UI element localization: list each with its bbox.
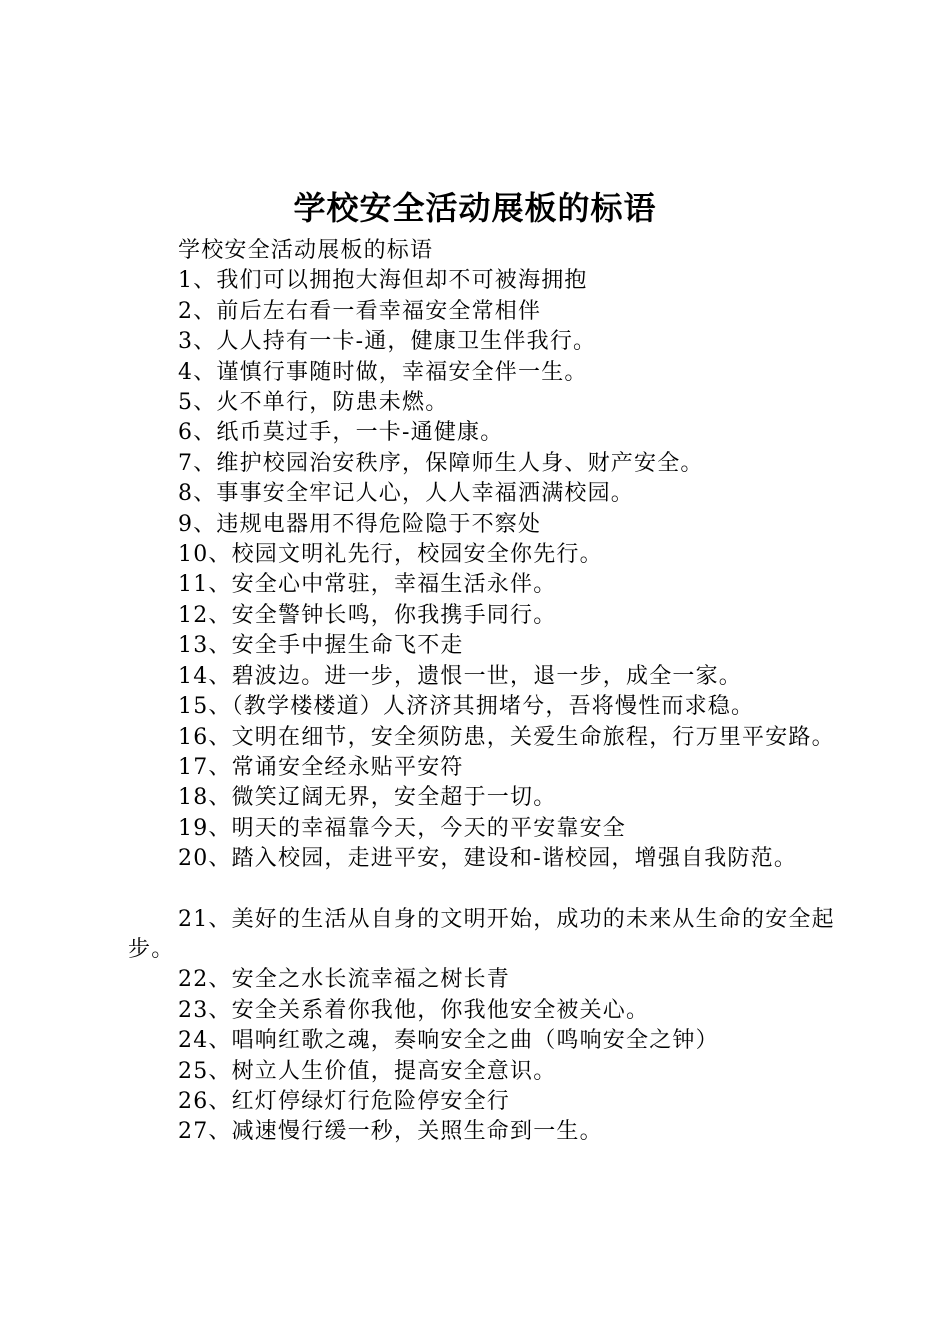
slogan-item: 12、安全警钟长鸣，你我携手同行。	[178, 602, 557, 628]
slogan-item: 1、我们可以拥抱大海但却不可被海拥抱	[178, 268, 588, 294]
slogan-item: 3、人人持有一卡-通，健康卫生伴我行。	[178, 329, 597, 355]
slogan-item: 17、常诵安全经永贴平安符	[178, 754, 464, 780]
slogan-item: 13、安全手中握生命飞不走	[178, 633, 464, 659]
document-title: 学校安全活动展板的标语	[293, 189, 657, 227]
slogan-item: 9、违规电器用不得危险隐于不察处	[178, 511, 542, 537]
slogan-item: 2、前后左右看一看幸福安全常相伴	[178, 298, 542, 324]
intro-paragraph: 学校安全活动展板的标语	[178, 238, 434, 263]
paragraph-gap	[128, 875, 850, 905]
slogan-item: 24、唱响红歌之魂，奏响安全之曲（鸣响安全之钟）	[178, 1028, 719, 1054]
slogan-item: 27、减速慢行缓一秒，关照生命到一生。	[178, 1119, 603, 1145]
slogan-item: 5、火不单行，防患未燃。	[178, 390, 449, 416]
slogan-item: 22、安全之水长流幸福之树长青	[178, 967, 510, 993]
slogan-item: 11、安全心中常驻，幸福生活永伴。	[178, 572, 557, 598]
slogan-item: 8、事事安全牢记人心，人人幸福洒满校园。	[178, 481, 634, 507]
slogan-item: 26、红灯停绿灯行危险停安全行	[178, 1088, 510, 1114]
slogan-item: 14、碧波边。进一步，遗恨一世，退一步，成全一家。	[178, 663, 742, 689]
slogan-item: 7、维护校园治安秩序，保障师生人身、财产安全。	[178, 450, 704, 476]
slogan-item: 6、纸币莫过手，一卡-通健康。	[178, 420, 504, 446]
slogan-item: 10、校园文明礼先行，校园安全你先行。	[178, 542, 603, 568]
slogan-item: 16、文明在细节，安全须防患，关爱生命旅程，行万里平安路。	[178, 724, 835, 750]
slogan-item: 20、踏入校园，走进平安，建设和-谐校园，增强自我防范。	[178, 846, 798, 872]
slogan-item: 19、明天的幸福靠今天，今天的平安靠安全	[178, 815, 626, 841]
slogan-item: 18、微笑辽阔无界，安全超于一切。	[178, 785, 557, 811]
slogan-item: 15、（教学楼楼道）人济济其拥堵兮，吾将慢性而求稳。	[178, 694, 755, 720]
document-body	[128, 236, 850, 1148]
slogan-item: 23、安全关系着你我他，你我他安全被关心。	[178, 997, 650, 1023]
slogan-item: 21、美好的生活从自身的文明开始，成功的未来从生命的安全起步。	[128, 906, 835, 962]
slogan-item: 4、谨慎行事随时做，幸福安全伴一生。	[178, 359, 588, 385]
slogan-item: 25、树立人生价值，提高安全意识。	[178, 1058, 557, 1084]
